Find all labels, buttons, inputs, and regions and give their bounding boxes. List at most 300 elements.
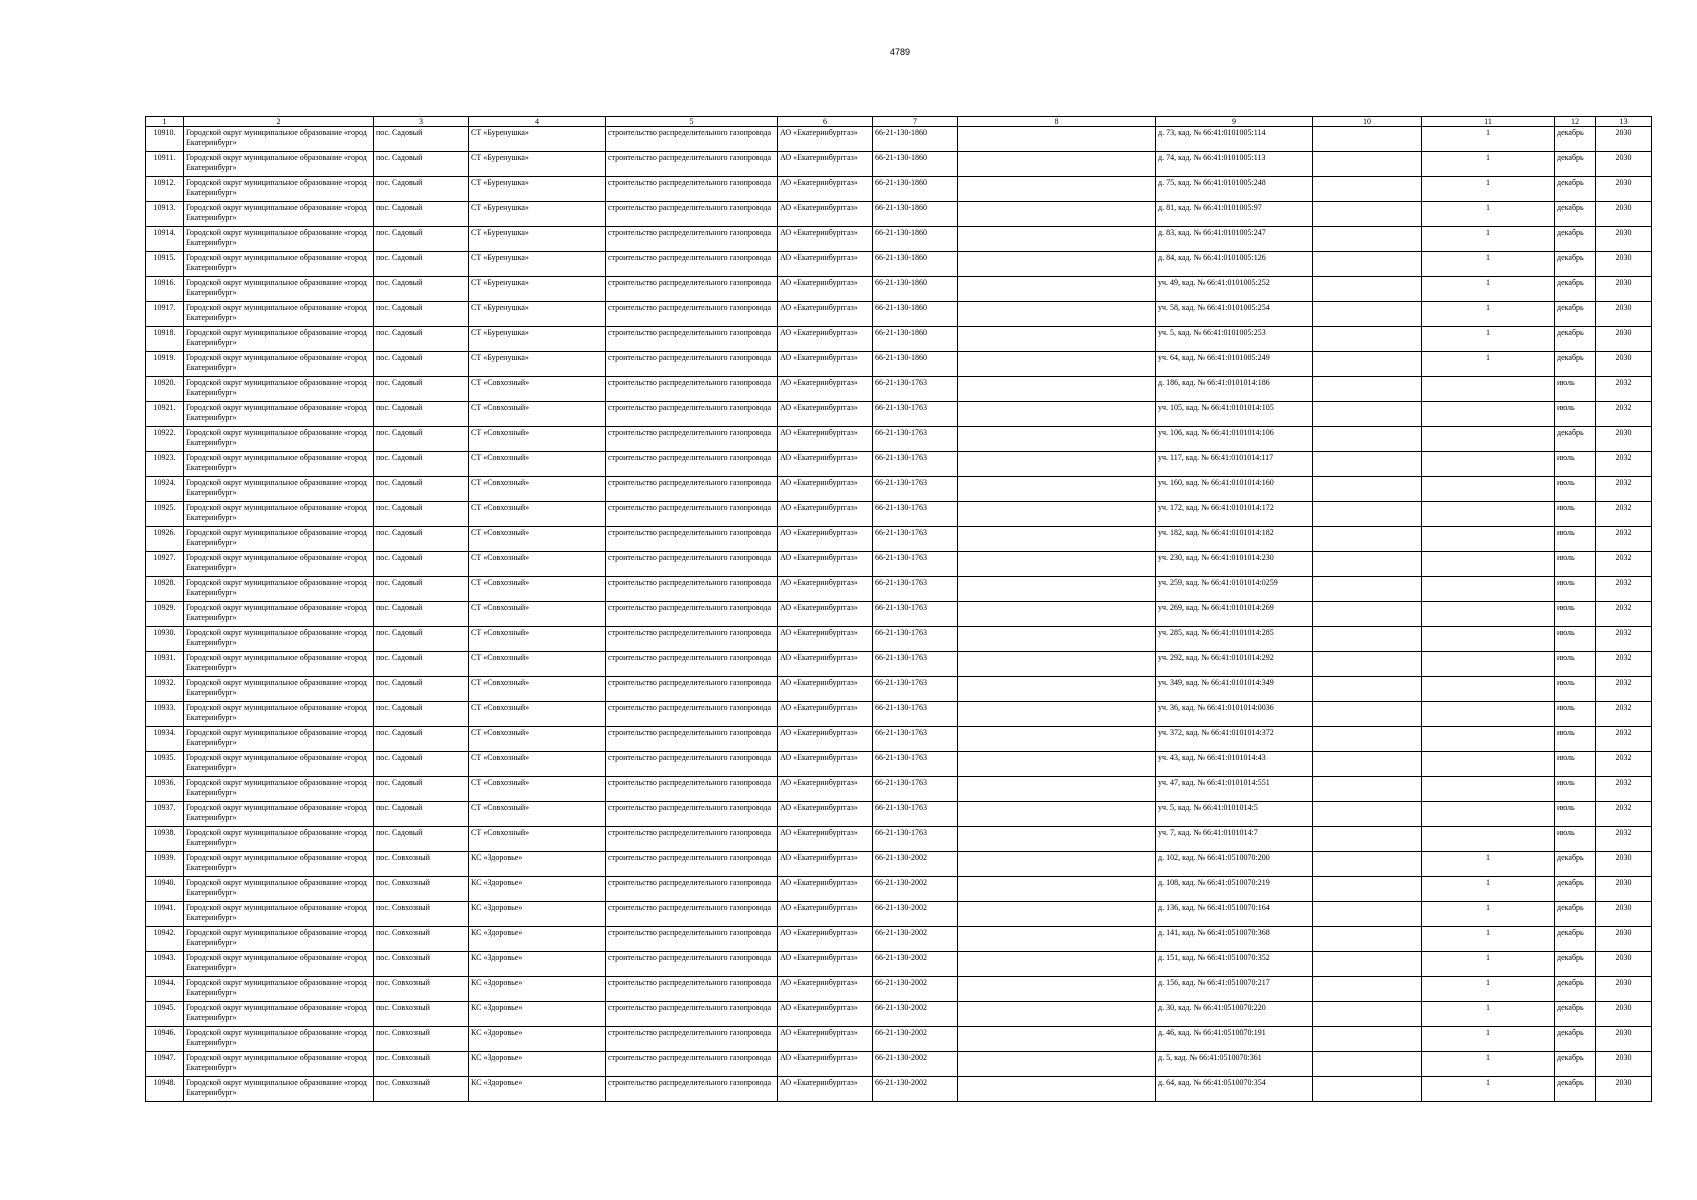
cell-organization: АО «Екатеринбурггаз» [778,577,873,602]
cell-organization: АО «Екатеринбурггаз» [778,277,873,302]
cell-address: уч. 64, кад. № 66:41:0101005:249 [1156,352,1313,377]
table-row [146,677,1652,702]
cell-row-number: 10932. [146,677,184,702]
cell-organization: АО «Екатеринбурггаз» [778,177,873,202]
cell-work-type: строительство распределительного газопровода [606,1002,778,1027]
cell-year: 2032 [1596,827,1652,852]
cell-year: 2032 [1596,677,1652,702]
cell-work-type: строительство распределительного газопровода [606,952,778,977]
cell-month: декабрь [1555,177,1596,202]
cell-municipality: Городской округ муниципальное образование «город Екатеринбург» [184,402,374,427]
cell-year: 2032 [1596,627,1652,652]
cell-settlement: пос. Садовый [374,652,469,677]
cell-program-code: 66-21-130-1763 [873,477,958,502]
cell-municipality: Городской округ муниципальное образование «город Екатеринбург» [184,952,374,977]
cell-municipality: Городской округ муниципальное образование «город Екатеринбург» [184,702,374,727]
cell-municipality: Городской округ муниципальное образование «город Екатеринбург» [184,877,374,902]
cell-garden-partnership: СТ «Совхозный» [469,702,606,727]
cell-column-8 [958,652,1156,677]
cell-work-type: строительство распределительного газопровода [606,477,778,502]
cell-address: уч. 285, кад. № 66:41:0101014:285 [1156,627,1313,652]
cell-organization: АО «Екатеринбурггаз» [778,1027,873,1052]
cell-month: июль [1555,627,1596,652]
cell-organization: АО «Екатеринбурггаз» [778,477,873,502]
cell-work-type: строительство распределительного газопровода [606,727,778,752]
cell-count: 1 [1422,902,1555,927]
cell-month: декабрь [1555,1027,1596,1052]
cell-column-8 [958,127,1156,152]
cell-work-type: строительство распределительного газопровода [606,602,778,627]
cell-program-code: 66-21-130-1860 [873,327,958,352]
cell-column-10 [1313,502,1422,527]
cell-column-10 [1313,877,1422,902]
table-row [146,252,1652,277]
cell-month: июль [1555,752,1596,777]
cell-work-type: строительство распределительного газопровода [606,202,778,227]
cell-garden-partnership: СТ «Буренушка» [469,352,606,377]
cell-organization: АО «Екатеринбурггаз» [778,452,873,477]
cell-municipality: Городской округ муниципальное образование «город Екатеринбург» [184,677,374,702]
cell-garden-partnership: СТ «Буренушка» [469,127,606,152]
column-number-header: 4 [469,117,606,127]
cell-month: декабрь [1555,277,1596,302]
cell-address: д. 84, кад. № 66:41:0101005:126 [1156,252,1313,277]
cell-year: 2032 [1596,402,1652,427]
cell-municipality: Городской округ муниципальное образование «город Екатеринбург» [184,202,374,227]
table-row [146,877,1652,902]
cell-count [1422,702,1555,727]
cell-garden-partnership: СТ «Буренушка» [469,327,606,352]
cell-garden-partnership: КС «Здоровье» [469,1052,606,1077]
cell-column-8 [958,977,1156,1002]
cell-garden-partnership: СТ «Буренушка» [469,277,606,302]
cell-municipality: Городской округ муниципальное образование «город Екатеринбург» [184,452,374,477]
cell-year: 2030 [1596,427,1652,452]
cell-municipality: Городской округ муниципальное образование «город Екатеринбург» [184,252,374,277]
cell-row-number: 10938. [146,827,184,852]
cell-work-type: строительство распределительного газопровода [606,127,778,152]
cell-row-number: 10911. [146,152,184,177]
table-row [146,402,1652,427]
cell-organization: АО «Екатеринбурггаз» [778,602,873,627]
cell-settlement: пос. Садовый [374,427,469,452]
cell-column-8 [958,352,1156,377]
table-row [146,352,1652,377]
cell-column-10 [1313,402,1422,427]
cell-month: декабрь [1555,1077,1596,1102]
cell-settlement: пос. Садовый [374,302,469,327]
cell-year: 2032 [1596,777,1652,802]
cell-program-code: 66-21-130-1763 [873,402,958,427]
cell-year: 2030 [1596,252,1652,277]
cell-work-type: строительство распределительного газопровода [606,177,778,202]
cell-municipality: Городской округ муниципальное образование «город Екатеринбург» [184,127,374,152]
cell-column-8 [958,602,1156,627]
table-row [146,852,1652,877]
cell-row-number: 10945. [146,1002,184,1027]
cell-organization: АО «Екатеринбурггаз» [778,652,873,677]
cell-column-10 [1313,127,1422,152]
cell-program-code: 66-21-130-1763 [873,502,958,527]
cell-program-code: 66-21-130-2002 [873,1027,958,1052]
cell-year: 2032 [1596,727,1652,752]
cell-year: 2032 [1596,377,1652,402]
cell-row-number: 10910. [146,127,184,152]
cell-work-type: строительство распределительного газопровода [606,152,778,177]
cell-month: июль [1555,502,1596,527]
cell-work-type: строительство распределительного газопровода [606,802,778,827]
cell-garden-partnership: СТ «Совхозный» [469,377,606,402]
table-row [146,627,1652,652]
cell-column-8 [958,952,1156,977]
cell-municipality: Городской округ муниципальное образование «город Екатеринбург» [184,977,374,1002]
table-row [146,527,1652,552]
cell-organization: АО «Екатеринбурггаз» [778,327,873,352]
cell-row-number: 10931. [146,652,184,677]
cell-settlement: пос. Садовый [374,702,469,727]
column-number-header: 10 [1313,117,1422,127]
cell-row-number: 10939. [146,852,184,877]
cell-row-number: 10946. [146,1027,184,1052]
cell-organization: АО «Екатеринбурггаз» [778,677,873,702]
cell-column-8 [958,727,1156,752]
cell-work-type: строительство распределительного газопровода [606,277,778,302]
cell-municipality: Городской округ муниципальное образование «город Екатеринбург» [184,177,374,202]
cell-settlement: пос. Садовый [374,127,469,152]
cell-year: 2030 [1596,977,1652,1002]
column-number-header: 6 [778,117,873,127]
cell-column-10 [1313,727,1422,752]
cell-address: д. 75, кад. № 66:41:0101005:248 [1156,177,1313,202]
cell-address: д. 83, кад. № 66:41:0101005:247 [1156,227,1313,252]
cell-column-10 [1313,702,1422,727]
cell-column-8 [958,577,1156,602]
cell-organization: АО «Екатеринбурггаз» [778,827,873,852]
cell-work-type: строительство распределительного газопровода [606,327,778,352]
cell-municipality: Городской округ муниципальное образование «город Екатеринбург» [184,1027,374,1052]
cell-count: 1 [1422,177,1555,202]
cell-column-8 [958,227,1156,252]
cell-organization: АО «Екатеринбурггаз» [778,502,873,527]
cell-work-type: строительство распределительного газопровода [606,777,778,802]
cell-column-10 [1313,677,1422,702]
gasification-schedule-table [145,116,1652,1102]
cell-year: 2030 [1596,927,1652,952]
cell-month: декабрь [1555,427,1596,452]
cell-address: уч. 105, кад. № 66:41:0101014:105 [1156,402,1313,427]
cell-year: 2032 [1596,477,1652,502]
cell-garden-partnership: СТ «Буренушка» [469,252,606,277]
cell-organization: АО «Екатеринбурггаз» [778,377,873,402]
cell-program-code: 66-21-130-1763 [873,377,958,402]
cell-work-type: строительство распределительного газопровода [606,527,778,552]
cell-organization: АО «Екатеринбурггаз» [778,552,873,577]
cell-settlement: пос. Садовый [374,777,469,802]
cell-row-number: 10942. [146,927,184,952]
cell-organization: АО «Екатеринбурггаз» [778,952,873,977]
cell-column-8 [958,252,1156,277]
cell-municipality: Городской округ муниципальное образование «город Екатеринбург» [184,827,374,852]
cell-municipality: Городской округ муниципальное образование «город Екатеринбург» [184,1002,374,1027]
cell-work-type: строительство распределительного газопровода [606,702,778,727]
cell-column-10 [1313,977,1422,1002]
cell-column-10 [1313,1052,1422,1077]
cell-column-8 [958,302,1156,327]
cell-address: д. 64, кад. № 66:41:0510070:354 [1156,1077,1313,1102]
cell-work-type: строительство распределительного газопровода [606,427,778,452]
table-row [146,277,1652,302]
cell-count [1422,502,1555,527]
table-body [146,127,1652,1102]
cell-municipality: Городской округ муниципальное образование «город Екатеринбург» [184,577,374,602]
cell-organization: АО «Екатеринбурггаз» [778,427,873,452]
cell-program-code: 66-21-130-2002 [873,852,958,877]
cell-work-type: строительство распределительного газопровода [606,852,778,877]
cell-municipality: Городской округ муниципальное образование «город Екатеринбург» [184,627,374,652]
cell-month: июль [1555,402,1596,427]
cell-month: июль [1555,802,1596,827]
cell-address: д. 186, кад. № 66:41:0101014:186 [1156,377,1313,402]
cell-column-10 [1313,752,1422,777]
table-row [146,602,1652,627]
cell-work-type: строительство распределительного газопровода [606,352,778,377]
cell-settlement: пос. Садовый [374,202,469,227]
cell-municipality: Городской округ муниципальное образование «город Екатеринбург» [184,352,374,377]
cell-settlement: пос. Садовый [374,502,469,527]
cell-month: июль [1555,477,1596,502]
cell-month: июль [1555,377,1596,402]
table-row [146,577,1652,602]
cell-address: уч. 7, кад. № 66:41:0101014:7 [1156,827,1313,852]
cell-municipality: Городской округ муниципальное образование «город Екатеринбург» [184,477,374,502]
cell-garden-partnership: СТ «Буренушка» [469,227,606,252]
cell-settlement: пос. Садовый [374,477,469,502]
cell-address: д. 141, кад. № 66:41:0510070:368 [1156,927,1313,952]
cell-address: уч. 269, кад. № 66:41:0101014:269 [1156,602,1313,627]
cell-month: декабрь [1555,902,1596,927]
cell-garden-partnership: КС «Здоровье» [469,852,606,877]
cell-work-type: строительство распределительного газопровода [606,502,778,527]
cell-garden-partnership: СТ «Совхозный» [469,602,606,627]
cell-settlement: пос. Садовый [374,452,469,477]
cell-work-type: строительство распределительного газопровода [606,652,778,677]
cell-column-10 [1313,1002,1422,1027]
cell-program-code: 66-21-130-1763 [873,727,958,752]
cell-municipality: Городской округ муниципальное образование «город Екатеринбург» [184,152,374,177]
cell-settlement: пос. Совхозный [374,852,469,877]
cell-column-10 [1313,902,1422,927]
cell-count [1422,827,1555,852]
cell-organization: АО «Екатеринбурггаз» [778,802,873,827]
cell-month: июль [1555,527,1596,552]
cell-count: 1 [1422,977,1555,1002]
table-row [146,802,1652,827]
cell-column-8 [958,527,1156,552]
cell-month: июль [1555,652,1596,677]
cell-row-number: 10912. [146,177,184,202]
table-row [146,1077,1652,1102]
cell-row-number: 10920. [146,377,184,402]
cell-count: 1 [1422,927,1555,952]
cell-column-10 [1313,252,1422,277]
cell-year: 2032 [1596,802,1652,827]
cell-year: 2030 [1596,902,1652,927]
cell-column-8 [958,677,1156,702]
cell-row-number: 10925. [146,502,184,527]
cell-address: уч. 47, кад. № 66:41:0101014:551 [1156,777,1313,802]
cell-row-number: 10933. [146,702,184,727]
cell-work-type: строительство распределительного газопровода [606,1027,778,1052]
cell-column-8 [958,452,1156,477]
cell-column-10 [1313,527,1422,552]
cell-month: июль [1555,602,1596,627]
cell-count: 1 [1422,327,1555,352]
cell-count [1422,552,1555,577]
cell-address: уч. 292, кад. № 66:41:0101014:292 [1156,652,1313,677]
cell-column-8 [958,877,1156,902]
cell-month: декабрь [1555,927,1596,952]
cell-column-8 [958,1002,1156,1027]
cell-column-10 [1313,627,1422,652]
cell-organization: АО «Екатеринбурггаз» [778,127,873,152]
cell-row-number: 10918. [146,327,184,352]
cell-address: уч. 117, кад. № 66:41:0101014:117 [1156,452,1313,477]
cell-month: декабрь [1555,227,1596,252]
cell-program-code: 66-21-130-1763 [873,827,958,852]
cell-program-code: 66-21-130-2002 [873,1052,958,1077]
cell-address: уч. 58, кад. № 66:41:0101005:254 [1156,302,1313,327]
cell-program-code: 66-21-130-1860 [873,352,958,377]
cell-count: 1 [1422,1002,1555,1027]
cell-settlement: пос. Совхозный [374,927,469,952]
cell-work-type: строительство распределительного газопровода [606,927,778,952]
cell-municipality: Городской округ муниципальное образование «город Екатеринбург» [184,777,374,802]
cell-program-code: 66-21-130-1763 [873,652,958,677]
table-row [146,177,1652,202]
cell-row-number: 10916. [146,277,184,302]
cell-row-number: 10928. [146,577,184,602]
cell-row-number: 10926. [146,527,184,552]
cell-program-code: 66-21-130-1860 [873,252,958,277]
cell-settlement: пос. Садовый [374,152,469,177]
cell-garden-partnership: СТ «Совхозный» [469,402,606,427]
cell-year: 2030 [1596,1027,1652,1052]
cell-organization: АО «Екатеринбурггаз» [778,527,873,552]
cell-program-code: 66-21-130-1860 [873,277,958,302]
cell-column-10 [1313,952,1422,977]
cell-municipality: Городской округ муниципальное образование «город Екатеринбург» [184,652,374,677]
cell-garden-partnership: СТ «Совхозный» [469,452,606,477]
cell-column-8 [958,477,1156,502]
cell-program-code: 66-21-130-2002 [873,1077,958,1102]
table-row [146,927,1652,952]
cell-program-code: 66-21-130-1860 [873,152,958,177]
cell-address: д. 46, кад. № 66:41:0510070:191 [1156,1027,1313,1052]
cell-garden-partnership: КС «Здоровье» [469,877,606,902]
cell-municipality: Городской округ муниципальное образование «город Екатеринбург» [184,927,374,952]
cell-year: 2032 [1596,452,1652,477]
cell-work-type: строительство распределительного газопровода [606,577,778,602]
cell-month: июль [1555,577,1596,602]
cell-month: декабрь [1555,852,1596,877]
cell-count [1422,602,1555,627]
cell-address: уч. 372, кад. № 66:41:0101014:372 [1156,727,1313,752]
cell-year: 2032 [1596,702,1652,727]
cell-year: 2030 [1596,1002,1652,1027]
cell-settlement: пос. Садовый [374,802,469,827]
cell-column-10 [1313,577,1422,602]
cell-column-10 [1313,377,1422,402]
cell-settlement: пос. Садовый [374,627,469,652]
cell-year: 2030 [1596,202,1652,227]
cell-count [1422,652,1555,677]
cell-column-8 [958,752,1156,777]
cell-work-type: строительство распределительного газопровода [606,552,778,577]
document-table-container [145,116,1652,1102]
cell-count [1422,777,1555,802]
cell-month: июль [1555,727,1596,752]
cell-count [1422,402,1555,427]
cell-year: 2030 [1596,1077,1652,1102]
table-row [146,502,1652,527]
cell-address: д. 156, кад. № 66:41:0510070:217 [1156,977,1313,1002]
cell-program-code: 66-21-130-1763 [873,602,958,627]
cell-organization: АО «Екатеринбурггаз» [778,152,873,177]
cell-settlement: пос. Совхозный [374,1002,469,1027]
cell-count [1422,377,1555,402]
cell-program-code: 66-21-130-2002 [873,977,958,1002]
cell-year: 2032 [1596,552,1652,577]
cell-year: 2032 [1596,752,1652,777]
cell-organization: АО «Екатеринбурггаз» [778,402,873,427]
cell-year: 2030 [1596,177,1652,202]
cell-year: 2030 [1596,227,1652,252]
cell-garden-partnership: КС «Здоровье» [469,952,606,977]
cell-count [1422,627,1555,652]
cell-column-10 [1313,477,1422,502]
cell-organization: АО «Екатеринбурггаз» [778,627,873,652]
column-number-header: 11 [1422,117,1555,127]
cell-municipality: Городской округ муниципальное образование «город Екатеринбург» [184,752,374,777]
cell-program-code: 66-21-130-1860 [873,177,958,202]
cell-garden-partnership: СТ «Совхозный» [469,827,606,852]
cell-garden-partnership: СТ «Совхозный» [469,752,606,777]
cell-month: декабрь [1555,327,1596,352]
cell-column-8 [958,377,1156,402]
cell-garden-partnership: СТ «Совхозный» [469,727,606,752]
cell-address: уч. 182, кад. № 66:41:0101014:182 [1156,527,1313,552]
cell-work-type: строительство распределительного газопровода [606,902,778,927]
cell-column-10 [1313,652,1422,677]
cell-program-code: 66-21-130-1763 [873,527,958,552]
cell-month: июль [1555,827,1596,852]
table-row [146,302,1652,327]
table-row [146,702,1652,727]
cell-garden-partnership: СТ «Совхозный» [469,477,606,502]
table-row [146,427,1652,452]
cell-year: 2032 [1596,602,1652,627]
cell-work-type: строительство распределительного газопровода [606,377,778,402]
cell-count [1422,477,1555,502]
cell-garden-partnership: СТ «Совхозный» [469,527,606,552]
cell-column-8 [958,852,1156,877]
cell-row-number: 10935. [146,752,184,777]
cell-column-8 [958,552,1156,577]
cell-address: уч. 349, кад. № 66:41:0101014:349 [1156,677,1313,702]
cell-count [1422,527,1555,552]
cell-row-number: 10927. [146,552,184,577]
cell-settlement: пос. Садовый [374,377,469,402]
